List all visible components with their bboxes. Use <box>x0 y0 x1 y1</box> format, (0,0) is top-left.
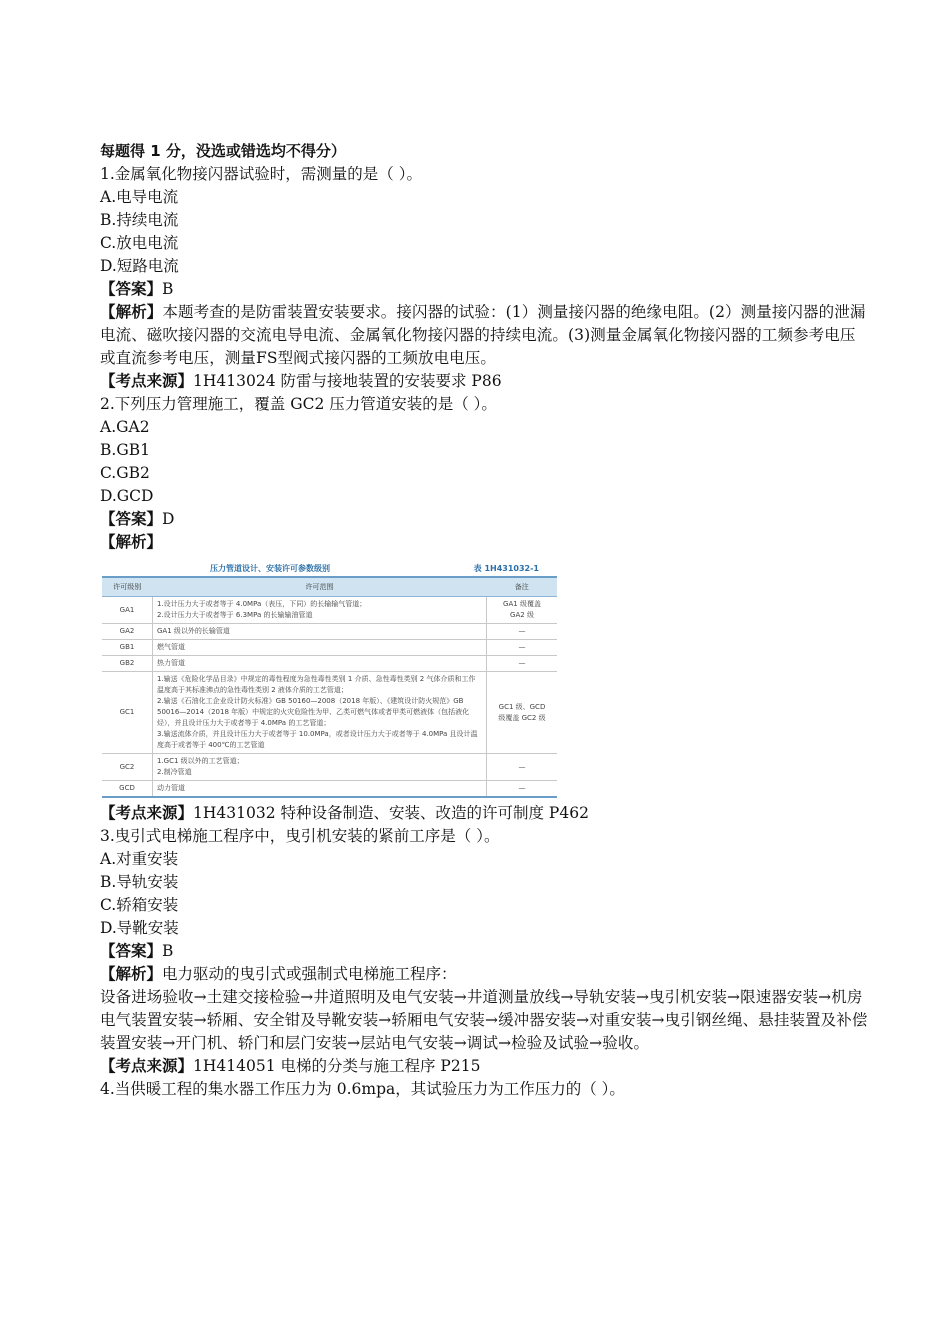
note-cell: — <box>487 640 558 656</box>
q2-option-d: D.GCD <box>100 487 154 505</box>
analysis-label: 【解析】 <box>100 303 163 321</box>
q3-option-d: D.导靴安装 <box>100 919 179 937</box>
header-scope: 许可范围 <box>153 578 487 597</box>
note-cell: — <box>487 781 558 798</box>
table-row <box>102 754 557 781</box>
scope-cell: 动力管道 <box>153 781 487 798</box>
section-intro: 每题得 1 分，没选或错选均不得分） <box>100 142 346 160</box>
answer-value: D <box>162 510 175 528</box>
q2-stem: 2.下列压力管理施工，覆盖 GC2 压力管道安装的是（ ）。 <box>100 395 497 413</box>
q3-stem: 3.曳引式电梯施工程序中，曳引机安装的紧前工序是（ ）。 <box>100 827 500 845</box>
q3-source <box>100 1055 870 1078</box>
analysis-text: 本题考查的是防雷装置安装要求。接闪器的试验：(1）测量接闪器的绝缘电阻。(2）测量接闪器的泄漏电流、磁吹接闪器的交流电导电流、金属氧化物接闪器的持续电流。(3)测量金属氧化物接闪器的工频参考电压或直流参考电压，测量FS型阀式接闪器的工频放电电压。 <box>100 303 866 367</box>
q2-source <box>100 802 870 825</box>
answer-label: 【答案】 <box>100 280 163 298</box>
q3-process: 设备进场验收→土建交接检验→井道照明及电气安装→井道测量放线→导轨安装→曳引机安装→限速器安装→机房电气装置安装→轿厢、安全钳及导靴安装→轿厢电气安装→缓冲器安装→对重安装→曳引钢丝绳、悬挂装置及补偿装置安装→开门机、轿门和层门安装→层站电气安装→调试→检验及试验→验收。 <box>100 988 868 1052</box>
analysis-label: 【解析】 <box>100 965 163 983</box>
scope-cell: 1.设计压力大于或者等于 4.0MPa（表压，下同）的长输输气管道； 2.设计压力大于或者等于 6.3MPa 的长输输油管道 <box>153 597 487 624</box>
header-level: 许可级别 <box>102 578 153 597</box>
q3-option-c: C.轿箱安装 <box>100 896 179 914</box>
table-header-row <box>102 578 557 597</box>
q1-option-c: C.放电电流 <box>100 234 179 252</box>
table-row <box>102 597 557 624</box>
level-cell: GCD <box>102 781 153 798</box>
level-cell: GB2 <box>102 656 153 672</box>
table-body <box>102 597 557 798</box>
note-cell: GA1 级覆盖 GA2 级 <box>487 597 558 624</box>
scope-cell: 1.GC1 级以外的工艺管道； 2.制冷管道 <box>153 754 487 781</box>
note-cell: — <box>487 656 558 672</box>
source-label: 【考点来源】 <box>100 1057 194 1075</box>
scope-cell: 热力管道 <box>153 656 487 672</box>
document-page <box>100 140 870 1101</box>
level-cell: GA1 <box>102 597 153 624</box>
level-cell: GC1 <box>102 672 153 754</box>
table-row <box>102 656 557 672</box>
answer-value: B <box>162 280 174 298</box>
permit-level-table <box>102 578 557 798</box>
source-text: 1H431032 特种设备制造、安装、改造的许可制度 P462 <box>193 804 589 822</box>
q2-answer <box>100 508 870 531</box>
figure-header <box>102 562 557 576</box>
scope-cell: 燃气管道 <box>153 640 487 656</box>
figure-table-number: 表 1H431032-1 <box>473 564 539 573</box>
q2-analysis <box>100 531 870 554</box>
note-cell: — <box>487 624 558 640</box>
analysis-text: 电力驱动的曳引式或强制式电梯施工程序： <box>162 965 457 983</box>
q3-answer <box>100 940 870 963</box>
permit-level-figure <box>102 562 557 798</box>
q3-analysis <box>100 963 870 986</box>
analysis-label: 【解析】 <box>100 533 163 551</box>
figure-title: 压力管道设计、安装许可参数级别 <box>210 564 330 573</box>
q1-option-d: D.短路电流 <box>100 257 179 275</box>
note-cell: — <box>487 754 558 781</box>
q2-option-c: C.GB2 <box>100 464 150 482</box>
q1-answer <box>100 278 870 301</box>
q3-option-b: B.导轨安装 <box>100 873 179 891</box>
q3-option-a: A.对重安装 <box>100 850 179 868</box>
scope-cell: GA1 级以外的长输管道 <box>153 624 487 640</box>
q1-option-a: A.电导电流 <box>100 188 179 206</box>
q4-stem: 4.当供暖工程的集水器工作压力为 0.6mpa，其试验压力为工作压力的（ ）。 <box>100 1080 625 1098</box>
answer-label: 【答案】 <box>100 510 163 528</box>
source-label: 【考点来源】 <box>100 372 194 390</box>
answer-label: 【答案】 <box>100 942 163 960</box>
level-cell: GB1 <box>102 640 153 656</box>
table-row <box>102 672 557 754</box>
q2-option-a: A.GA2 <box>100 418 150 436</box>
q1-source <box>100 370 870 393</box>
table-row <box>102 640 557 656</box>
source-text: 1H414051 电梯的分类与施工程序 P215 <box>193 1057 481 1075</box>
level-cell: GC2 <box>102 754 153 781</box>
source-label: 【考点来源】 <box>100 804 194 822</box>
header-note: 备注 <box>487 578 558 597</box>
note-cell: GC1 级、GCD 级覆盖 GC2 级 <box>487 672 558 754</box>
q2-option-b: B.GB1 <box>100 441 150 459</box>
table-row <box>102 781 557 798</box>
answer-value: B <box>162 942 174 960</box>
source-text: 1H413024 防雷与接地装置的安装要求 P86 <box>193 372 502 390</box>
q1-stem: 1.金属氧化物接闪器试验时，需测量的是（ ）。 <box>100 165 422 183</box>
q1-option-b: B.持续电流 <box>100 211 179 229</box>
table-row <box>102 624 557 640</box>
level-cell: GA2 <box>102 624 153 640</box>
q1-analysis <box>100 301 870 370</box>
scope-cell: 1.输送《危险化学品目录》中规定的毒性程度为急性毒性类别 1 介质、急性毒性类别 2 气体介质和工作温度高于其标准沸点的急性毒性类别 2 液体介质的工艺管道； 2.输送《石油化工企业设计防火标准》GB 50160—2008（2018 年版）、《建筑设计防火规范》GB 50016—2014（2018 年版）中规定的火灾危险性为甲、乙类可燃气体或者甲类可燃液体（包括液化烃），并且设计压力大于或者等于 4.0MPa 的工艺管道； 3.输送流体介质，并且设计压力大于或者等于 10.0MPa，或者设计压力大于或者等于 4.0MPa 且设计温度高于或者等于 400℃的工艺管道 <box>153 672 487 754</box>
